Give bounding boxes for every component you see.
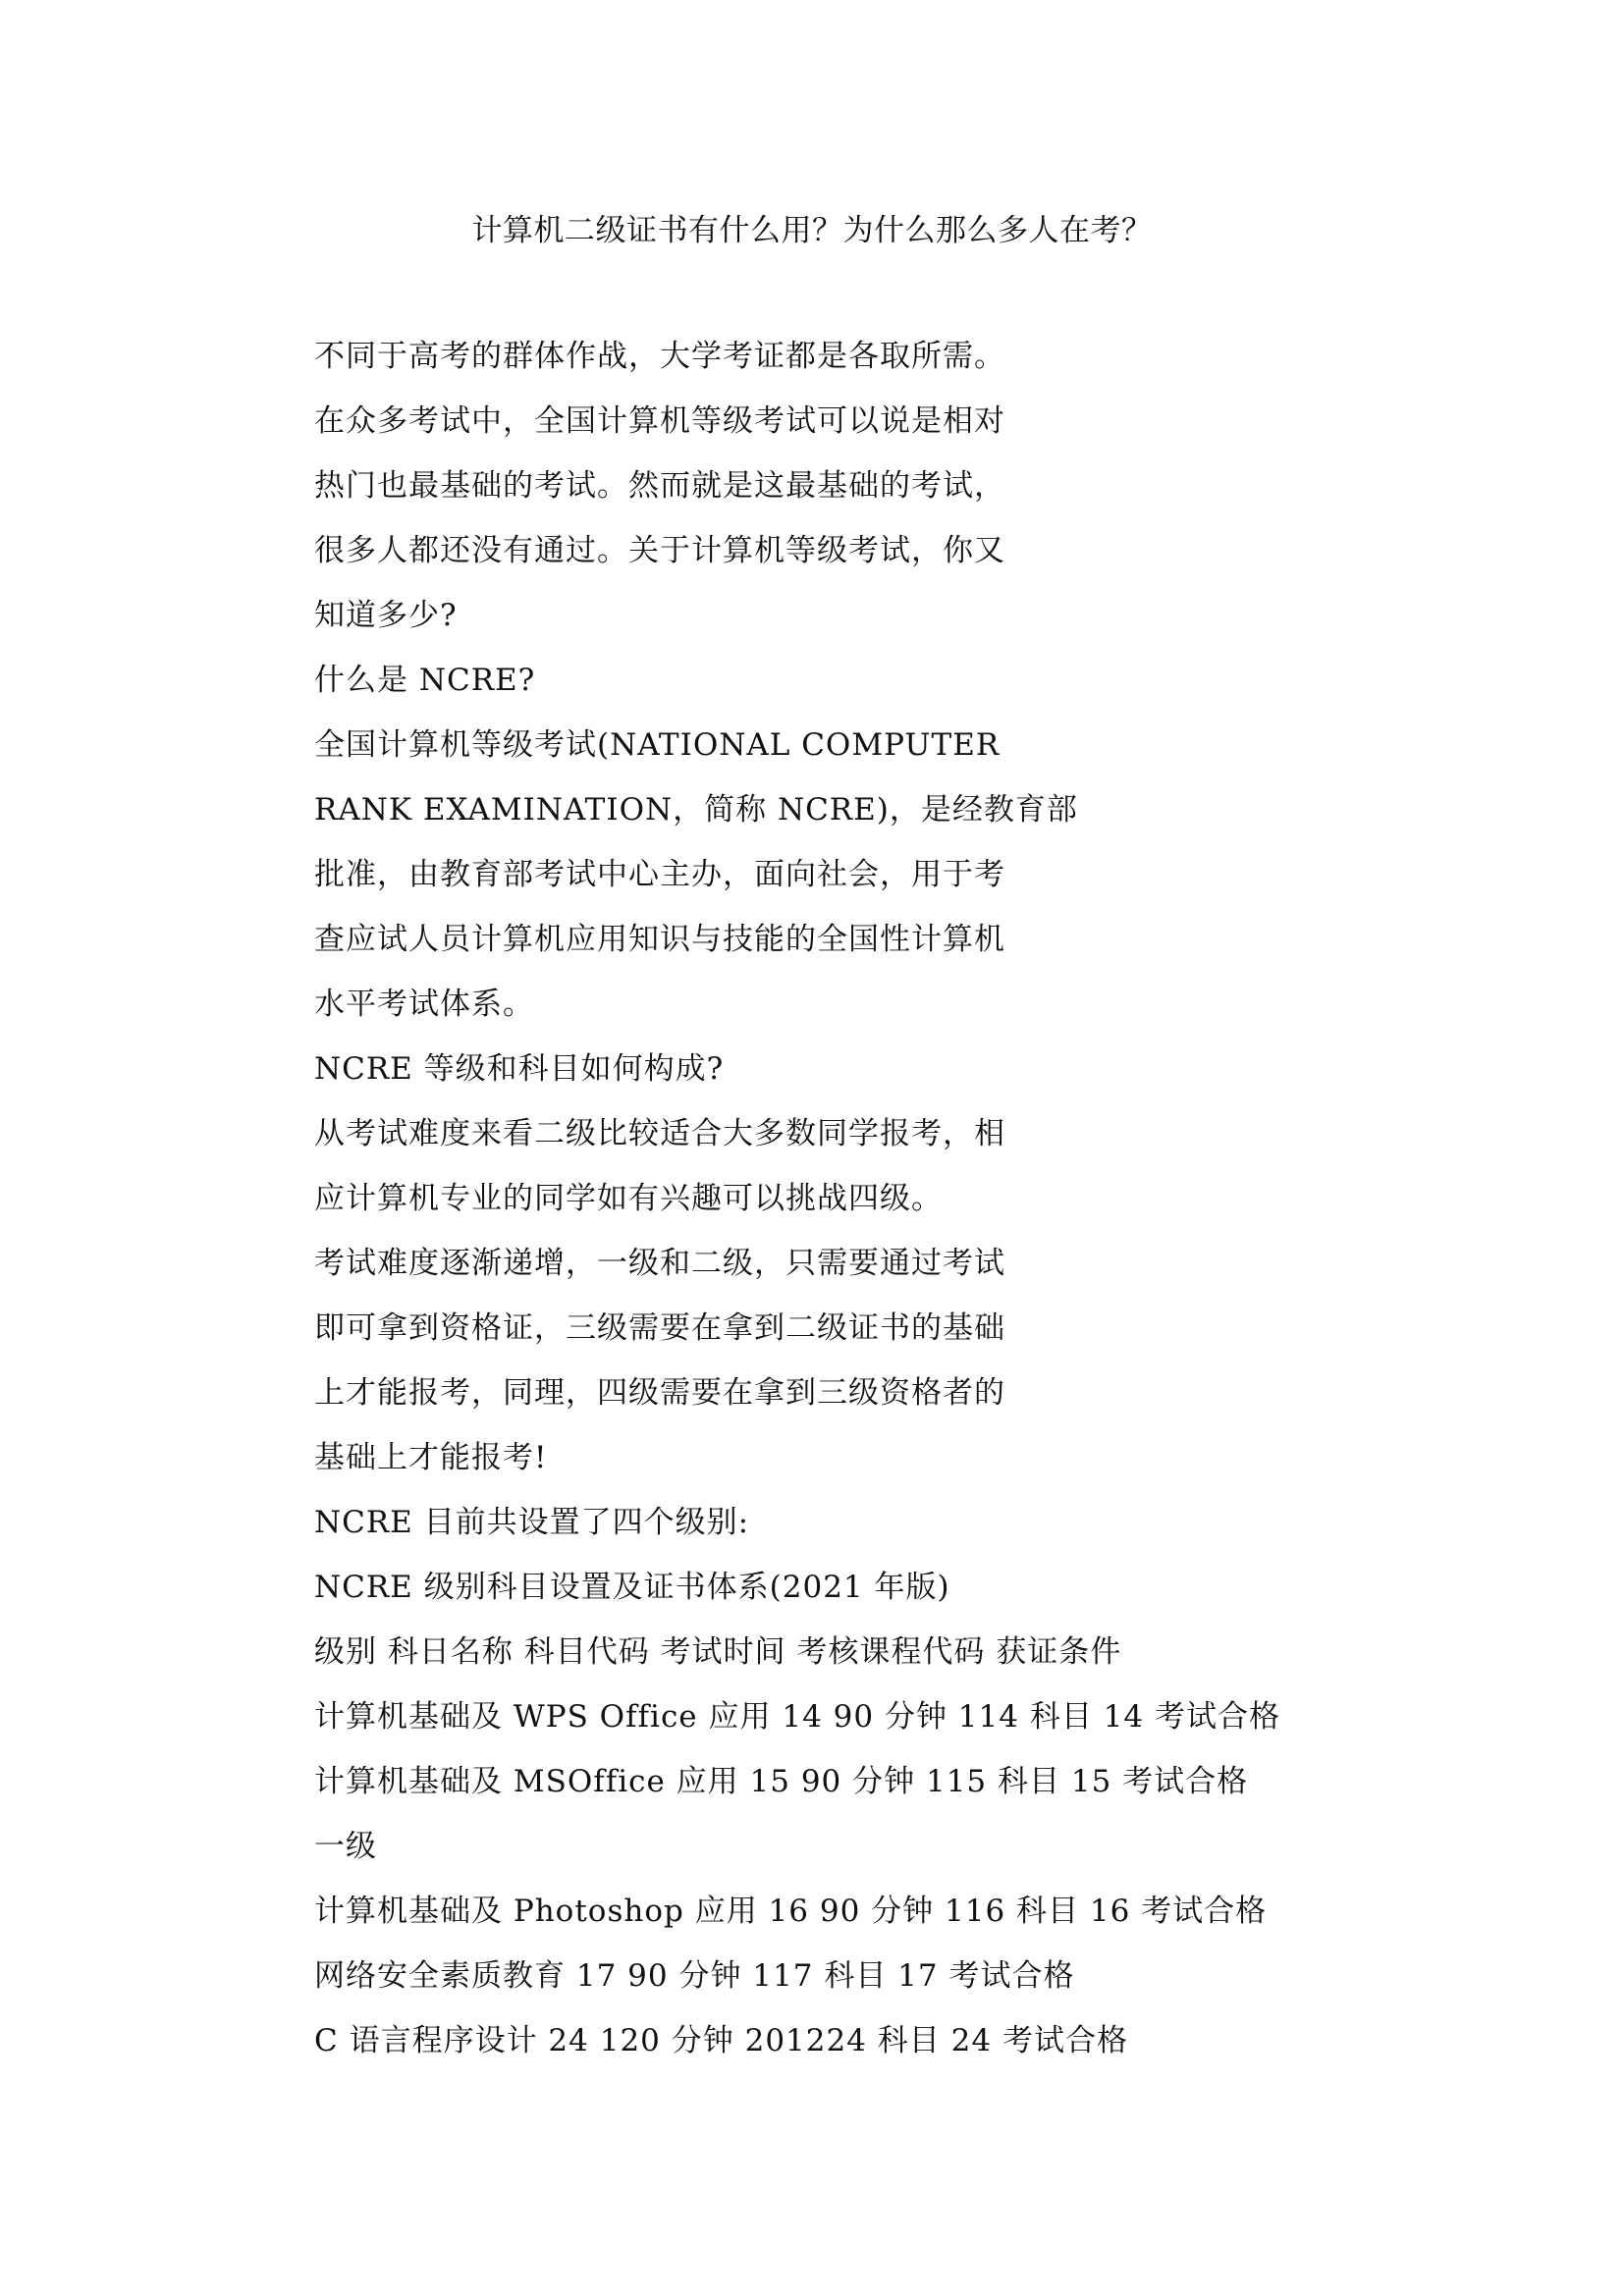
paragraph-line: 从考试难度来看二级比较适合大多数同学报考，相 bbox=[314, 1116, 1005, 1151]
paragraph-line: 很多人都还没有通过。关于计算机等级考试，你又 bbox=[314, 533, 1005, 568]
table-caption: NCRE 级别科目设置及证书体系(2021 年版) bbox=[314, 1570, 950, 1605]
document-body bbox=[314, 334, 1280, 2083]
paragraph-line: 上才能报考，同理，四级需要在拿到三级资格者的 bbox=[314, 1375, 1005, 1411]
table-row: 网络安全素质教育 17 90 分钟 117 科目 17 考试合格 bbox=[314, 1958, 1075, 1994]
paragraph-line: 热门也最基础的考试。然而就是这最基础的考试， bbox=[314, 468, 1005, 504]
table-row: 计算机基础及 WPS Office 应用 14 90 分钟 114 科目 14 考试合格 bbox=[314, 1699, 1280, 1735]
section-heading: NCRE 等级和科目如何构成? bbox=[314, 1051, 725, 1087]
paragraph-line: 在众多考试中，全国计算机等级考试可以说是相对 bbox=[314, 403, 1005, 439]
paragraph-line: 知道多少? bbox=[314, 598, 458, 633]
table-row: 计算机基础及 Photoshop 应用 16 90 分钟 116 科目 16 考试合格 bbox=[314, 1894, 1268, 1929]
paragraph-line: 批准，由教育部考试中心主办，面向社会，用于考 bbox=[314, 857, 1005, 892]
section-heading: 什么是 NCRE? bbox=[314, 663, 536, 698]
paragraph-line: 查应试人员计算机应用知识与技能的全国性计算机 bbox=[314, 922, 1005, 957]
paragraph-line: NCRE 目前共设置了四个级别: bbox=[314, 1505, 750, 1540]
table-row: C 语言程序设计 24 120 分钟 201224 科目 24 考试合格 bbox=[314, 2023, 1128, 2058]
document-title: 计算机二级证书有什么用？为什么那么多人在考？ bbox=[471, 213, 1153, 248]
paragraph-line: 应计算机专业的同学如有兴趣可以挑战四级。 bbox=[314, 1181, 943, 1216]
paragraph-line: 基础上才能报考! bbox=[314, 1440, 548, 1475]
paragraph-line: 不同于高考的群体作战，大学考证都是各取所需。 bbox=[314, 339, 1005, 374]
paragraph-line: RANK EXAMINATION，简称 NCRE)，是经教育部 bbox=[314, 792, 1078, 828]
table-row: 计算机基础及 MSOffice 应用 15 90 分钟 115 科目 15 考试合格 bbox=[314, 1764, 1249, 1799]
table-header-line: 级别 科日名称 科目代码 考试时间 考核课程代码 获证条件 bbox=[314, 1634, 1122, 1670]
paragraph-line: 全国计算机等级考试(NATIONAL COMPUTER bbox=[314, 727, 1001, 763]
paragraph-line: 即可拿到资格证，三级需要在拿到二级证书的基础 bbox=[314, 1310, 1005, 1346]
paragraph-line: 考试难度逐渐递增，一级和二级，只需要通过考试 bbox=[314, 1246, 1005, 1281]
table-row-level-label: 一级 bbox=[314, 1829, 377, 1864]
paragraph-line: 水平考试体系。 bbox=[314, 987, 534, 1022]
